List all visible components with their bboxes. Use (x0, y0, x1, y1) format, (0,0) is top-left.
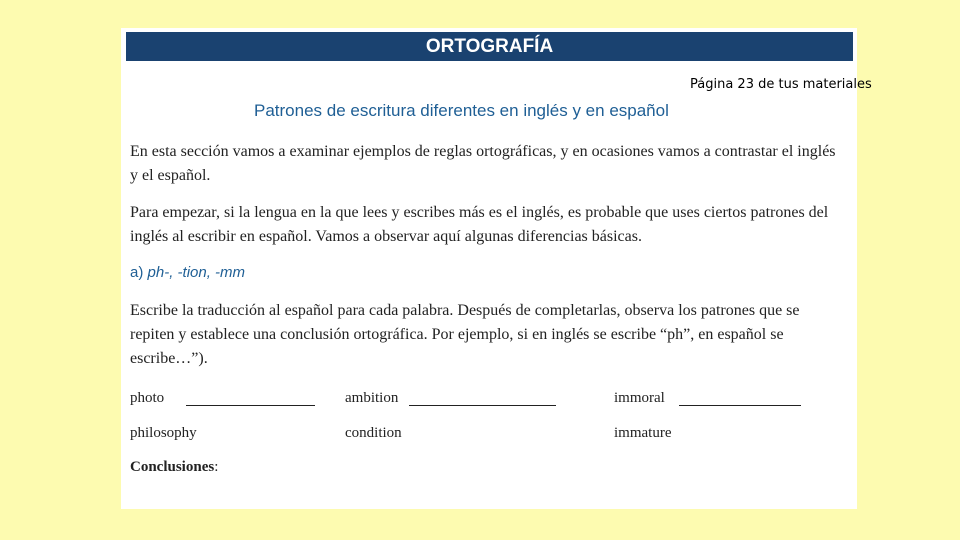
conclusions-line (130, 458, 218, 476)
section-banner: ORTOGRAFÍA (126, 32, 853, 61)
section-patterns: ph-, -tion, -mm (147, 264, 246, 281)
word-photo: photo (130, 390, 165, 406)
answer-blank-ambition[interactable] (409, 405, 556, 406)
page-reference: Página 23 de tus materiales (690, 77, 872, 92)
section-heading (130, 263, 245, 283)
worksheet-subtitle: Patrones de escritura diferentes en inglés y en español (254, 101, 669, 120)
intro-paragraph: En esta sección vamos a examinar ejemplos de reglas ortográficas, y en ocasiones vamos a contrastar el inglés y el español. (130, 143, 836, 184)
word-philosophy: philosophy (130, 425, 197, 441)
conclusions-colon: : (214, 459, 219, 475)
word-immoral: immoral (614, 390, 665, 406)
word-ambition: ambition (345, 390, 399, 406)
second-paragraph: Para empezar, si la lengua en la que lees y escribes más es el inglés, es probable que uses ciertos patrones del inglés al escribir en español. Vamos a observar aquí algunas diferencias básicas. (130, 204, 829, 245)
conclusions-label: Conclusiones (130, 459, 215, 475)
answer-blank-photo[interactable] (186, 405, 315, 406)
word-immature: immature (614, 425, 672, 441)
answer-blank-immoral[interactable] (679, 405, 801, 406)
section-letter: a) (130, 264, 144, 281)
word-condition: condition (345, 425, 402, 441)
instructions-paragraph: Escribe la traducción al español para cada palabra. Después de completarlas, observa los patrones que se repiten y establece una conclusión ortográfica. Por ejemplo, si en inglés se escribe “ph”, en español se escribe…”). (130, 302, 800, 367)
